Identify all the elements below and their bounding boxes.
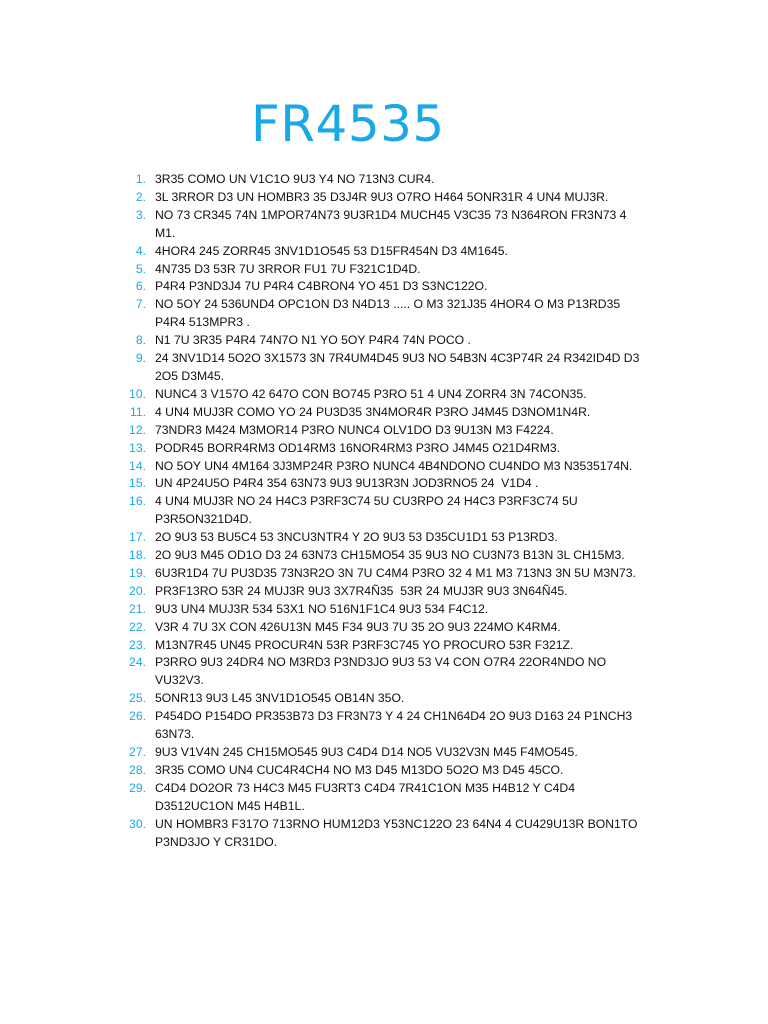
list-item (0, 601, 768, 619)
list-item (0, 744, 768, 762)
list-item-number: 23. (129, 637, 146, 652)
list-item-number: 25. (129, 691, 146, 706)
list-item-number: 8. (135, 333, 146, 348)
list-item (0, 637, 768, 655)
list-item (0, 332, 768, 350)
list-item-number: 12. (129, 422, 146, 437)
list-item-text: V3R 4 7U 3X CON 426U13N M45 F34 9U3 7U 35 2O 9U3 224MO K4RM4. (155, 619, 561, 634)
list-item (0, 475, 768, 493)
list-item (0, 458, 768, 476)
list-item-text: 63N73. (155, 727, 195, 742)
list-item (0, 243, 768, 261)
list-item-text: NO 5OY UN4 4M164 3J3MP24R P3RO NUNC4 4B4NDONO CU4NDO M3 N3535174N. (155, 458, 633, 473)
list-item-number: 30. (129, 816, 146, 831)
list-item-text: 73NDR3 M424 M3MOR14 P3RO NUNC4 OLV1DO D3 9U13N M3 F4224. (155, 422, 554, 437)
list-item-text: 4N735 D3 53R 7U 3RROR FU1 7U F321C1D4D. (155, 261, 421, 276)
list-item-text: 3R35 COMO UN4 CUC4R4CH4 NO M3 D45 M13DO 5O2O M3 D45 45CO. (155, 762, 564, 777)
list-item-number: 13. (129, 440, 146, 455)
list-item-text: 9U3 UN4 MUJ3R 534 53X1 NO 516N1F1C4 9U3 534 F4C12. (155, 601, 489, 616)
list-item (0, 583, 768, 601)
list-item-number: 20. (129, 583, 146, 598)
list-item (0, 189, 768, 207)
list-item-text: C4D4 DO2OR 73 H4C3 M45 FU3RT3 C4D4 7R41C1ON M35 H4B12 Y C4D4 (155, 780, 575, 795)
list-item-text: 9U3 V1V4N 245 CH15MO545 9U3 C4D4 D14 NO5 VU32V3N M45 F4MO545. (155, 745, 578, 759)
list-item-text: UN 4P24U5O P4R4 354 63N73 9U3 9U13R3N JOD3RNO5 24 V1D4 . (155, 476, 539, 491)
list-item-number: 28. (129, 762, 146, 777)
page-title: FR4535 (251, 95, 445, 153)
list-item-text: NUNC4 3 V157O 42 647O CON BO745 P3RO 51 4 UN4 ZORR4 3N 74CON35. (155, 386, 587, 401)
list-item (0, 565, 768, 583)
list-item (0, 350, 768, 386)
list-item-number: 2. (135, 189, 146, 204)
list-item-text: NO 73 CR345 74N 1MPOR74N73 9U3R1D4 MUCH45 V3C35 73 N364RON FR3N73 4 (155, 207, 627, 222)
list-item-number: 24. (129, 655, 146, 670)
list-item-text: N1 7U 3R35 P4R4 74N7O N1 YO 5OY P4R4 74N POCO . (155, 333, 471, 348)
list-item-text: 6U3R1D4 7U PU3D35 73N3R2O 3N 7U C4M4 P3RO 32 4 M1 M3 713N3 3N 5U M3N73. (155, 565, 636, 580)
list-item-text: D3512UC1ON M45 H4B1L. (155, 798, 305, 813)
list-item (0, 619, 768, 637)
list-item (0, 440, 768, 458)
list-item-number: 29. (129, 780, 146, 795)
list-item-text: P3R5ON321D4D. (155, 512, 252, 527)
phrase-list (0, 171, 768, 851)
list-item (0, 529, 768, 547)
list-item-number: 15. (129, 476, 146, 491)
list-item-text: P3ND3JO Y CR31DO. (155, 834, 278, 849)
list-item-text: P4R4 P3ND3J4 7U P4R4 C4BRON4 YO 451 D3 S3NC122O. (155, 279, 488, 294)
list-item-number: 21. (129, 601, 146, 616)
list-item (0, 296, 768, 332)
list-item (0, 816, 768, 852)
list-item (0, 493, 768, 529)
list-item (0, 261, 768, 279)
list-item-text: 5ONR13 9U3 L45 3NV1D1O545 OB14N 35O. (155, 691, 405, 706)
list-item-text: M13N7R45 UN45 PROCUR4N 53R P3RF3C745 YO PROCURO 53R F321Z. (155, 637, 574, 652)
list-item (0, 762, 768, 780)
list-item-text: PODR45 BORR4RM3 OD14RM3 16NOR4RM3 P3RO J4M45 O21D4RM3. (155, 440, 561, 455)
list-item-number: 10. (129, 386, 146, 401)
list-item-text: 2O5 D3M45. (155, 368, 225, 383)
list-item-text: NO 5OY 24 536UND4 OPC1ON D3 N4D13 ..... O M3 321J35 4HOR4 O M3 P13RD35 (155, 297, 621, 312)
list-item-text: 3L 3RROR D3 UN HOMBR3 35 D3J4R 9U3 O7RO H464 5ONR31R 4 UN4 MUJ3R. (155, 189, 609, 204)
list-item (0, 690, 768, 708)
list-item-number: 19. (129, 565, 146, 580)
list-item (0, 708, 768, 744)
list-item-text: 4 UN4 MUJ3R NO 24 H4C3 P3RF3C74 5U CU3RPO 24 H4C3 P3RF3C74 5U (155, 494, 578, 509)
list-item-text: 24 3NV1D14 5O2O 3X1573 3N 7R4UM4D45 9U3 NO 54B3N 4C3P74R 24 R342ID4D D3 (155, 351, 640, 366)
list-item-number: 27. (129, 745, 146, 759)
list-item-number: 3. (135, 207, 146, 222)
list-item-number: 6. (135, 279, 146, 294)
list-item-number: 11. (129, 404, 146, 419)
list-item-text: P3RRO 9U3 24DR4 NO M3RD3 P3ND3JO 9U3 53 V4 CON O7R4 22OR4NDO NO (155, 655, 607, 670)
list-item (0, 780, 768, 816)
list-item-text: P454DO P154DO PR353B73 D3 FR3N73 Y 4 24 CH1N64D4 2O 9U3 D163 24 P1NCH3 (155, 709, 633, 724)
list-item-number: 9. (135, 351, 146, 366)
list-item (0, 207, 768, 243)
list-item-text: VU32V3. (155, 673, 204, 688)
list-item (0, 386, 768, 404)
list-item-text: 2O 9U3 M45 OD1O D3 24 63N73 CH15MO54 35 9U3 NO CU3N73 B13N 3L CH15M3. (155, 548, 625, 563)
list-item (0, 422, 768, 440)
list-item-number: 14. (129, 458, 146, 473)
list-item-text: PR3F13RO 53R 24 MUJ3R 9U3 3X7R4Ñ35 53R 24 MUJ3R 9U3 3N64Ñ45. (155, 583, 568, 598)
list-item-text: 2O 9U3 53 BU5C4 53 3NCU3NTR4 Y 2O 9U3 53 D35CU1D1 53 P13RD3. (155, 530, 558, 545)
list-item (0, 278, 768, 296)
list-item-number: 22. (129, 619, 146, 634)
list-item-number: 18. (129, 548, 146, 563)
list-item-number: 7. (135, 297, 146, 312)
list-item-number: 5. (135, 261, 146, 276)
list-item (0, 547, 768, 565)
list-item-number: 1. (135, 172, 146, 186)
list-item-text: 3R35 COMO UN V1C1O 9U3 Y4 NO 713N3 CUR4. (155, 172, 435, 186)
list-item-text: 4 UN4 MUJ3R COMO YO 24 PU3D35 3N4MOR4R P3RO J4M45 D3NOM1N4R. (155, 404, 591, 419)
list-item-text: 4HOR4 245 ZORR45 3NV1D1O545 53 D15FR454N D3 4M1645. (155, 243, 508, 258)
list-item-number: 4. (135, 243, 146, 258)
list-item-number: 26. (129, 709, 146, 724)
list-item-text: P4R4 513MPR3 . (155, 315, 250, 330)
list-item (0, 654, 768, 690)
list-item-text: UN HOMBR3 F317O 713RNO HUM12D3 Y53NC122O 23 64N4 4 CU429U13R BON1TO (155, 816, 638, 831)
list-item-text: M1. (155, 225, 176, 240)
list-item (0, 171, 768, 189)
list-item-number: 17. (129, 530, 146, 545)
list-item (0, 404, 768, 422)
list-item-number: 16. (129, 494, 146, 509)
